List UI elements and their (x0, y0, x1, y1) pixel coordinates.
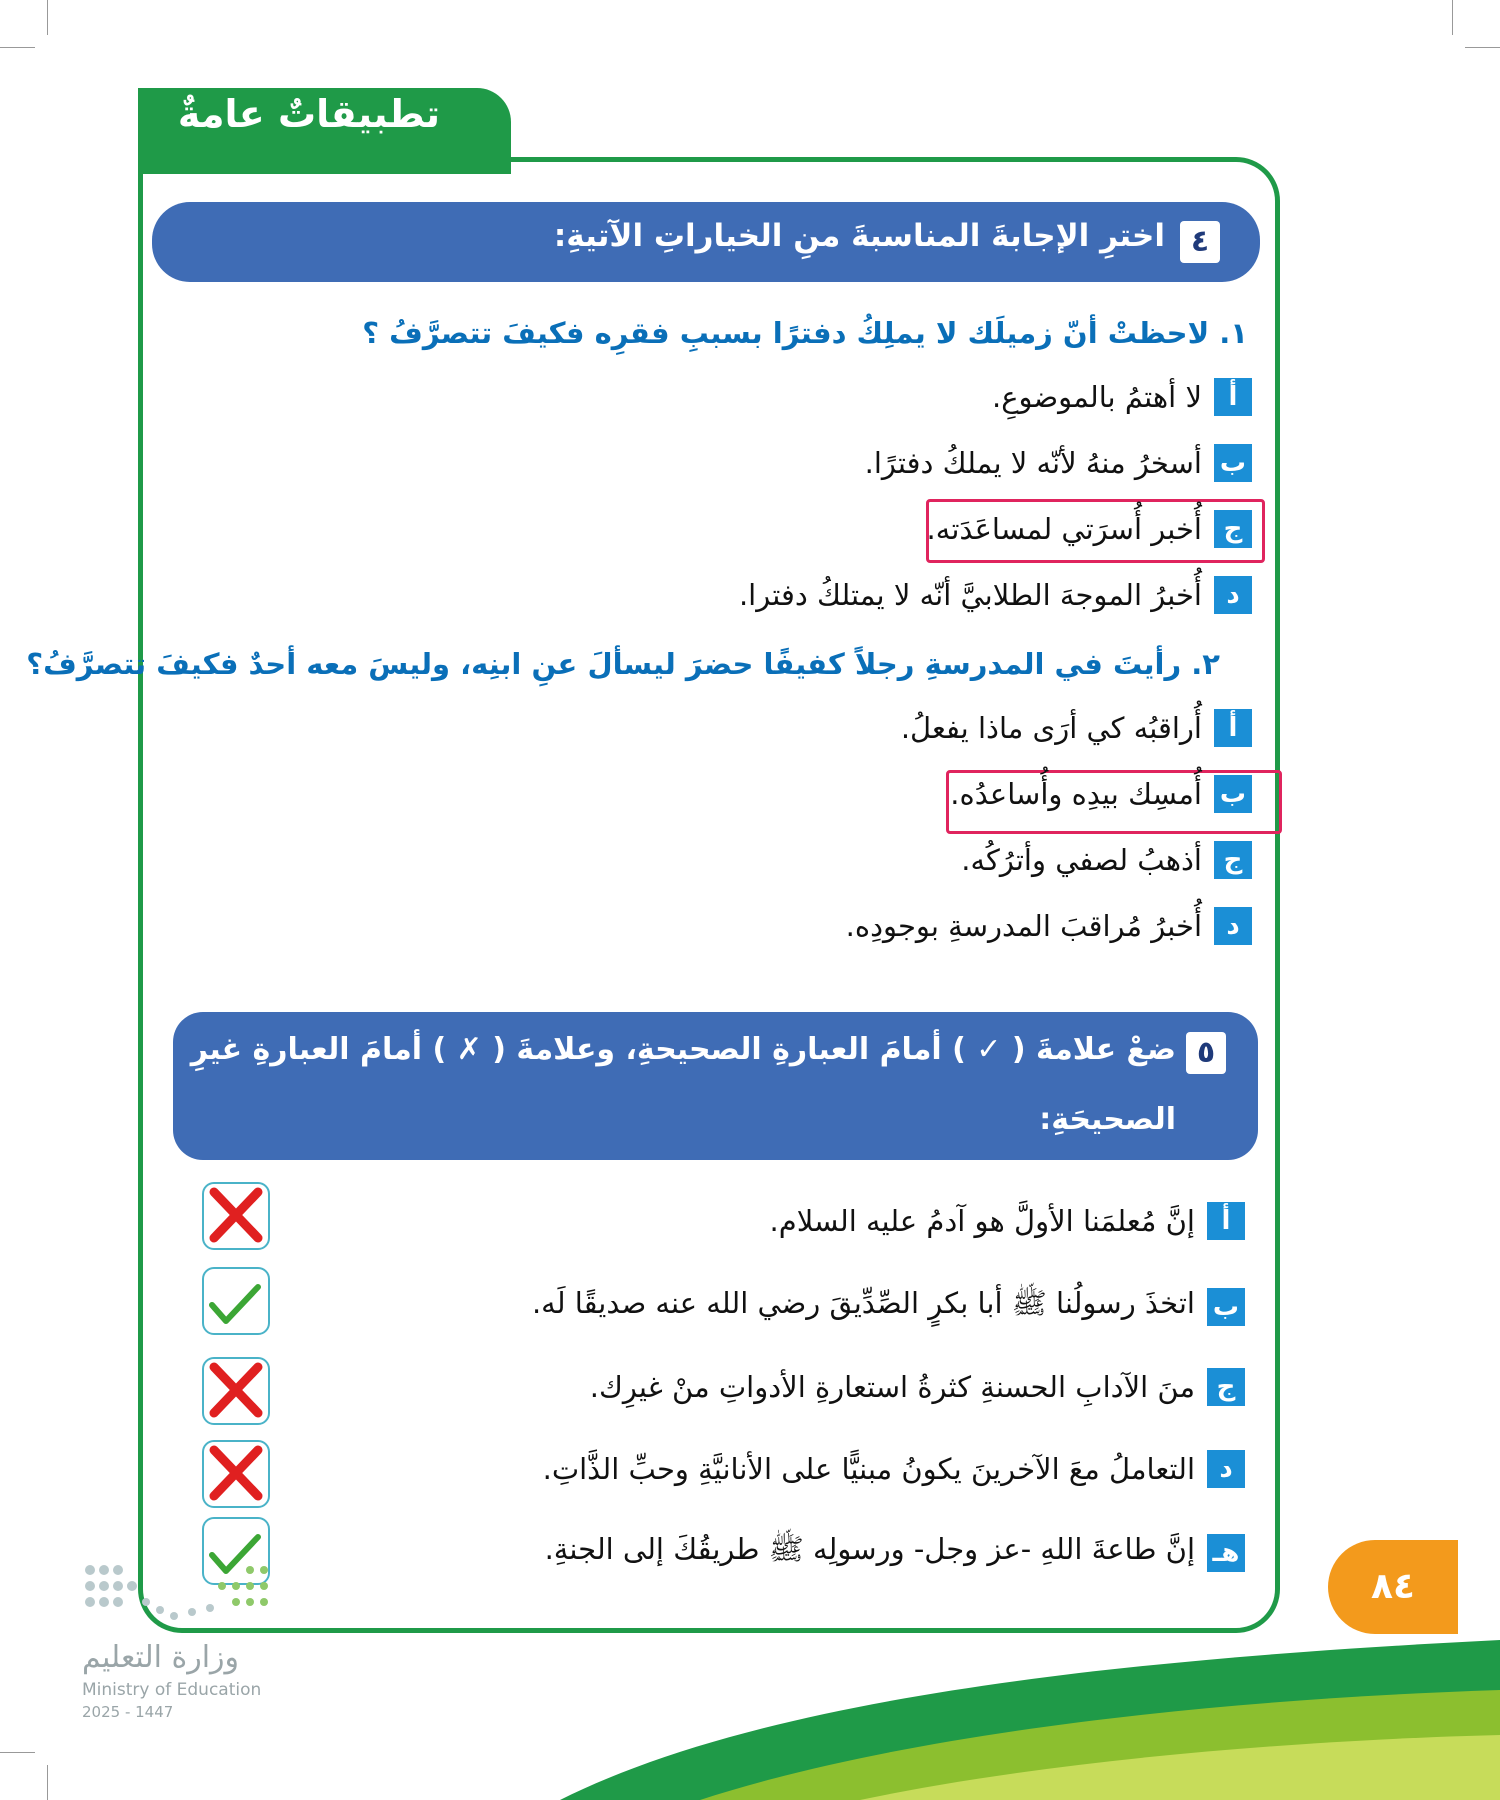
statement-e (545, 1532, 1245, 1574)
q2-option-c[interactable] (961, 841, 1252, 879)
section-5-header (173, 1012, 1258, 1160)
ministry-year: 2025 - 1447 (82, 1703, 174, 1721)
q2-option-a[interactable] (901, 709, 1252, 747)
q2-option-d[interactable] (846, 907, 1252, 945)
page-number: ٨٤ (1328, 1540, 1458, 1634)
option-label: أ (1214, 378, 1252, 416)
option-text: أُمسِك بيدِه وأُساعدُه. (950, 777, 1202, 811)
q1-option-a[interactable] (992, 378, 1252, 416)
question-2-text: ٢. رأيتَ في المدرسةِ رجلاً كفيفًا حضرَ ليسألَ عنِ ابنِه، وليسَ معه أحدٌ فكيفَ تتصرَّفُ؟ (26, 647, 1220, 681)
option-text: أذهبُ لصفي وأترُكُه. (961, 843, 1202, 877)
option-text: لا أهتمُ بالموضوعِ. (992, 380, 1202, 414)
option-label: أ (1214, 709, 1252, 747)
statement-label: أ (1207, 1202, 1245, 1240)
page-title: تطبيقاتٌ عامةٌ (177, 92, 441, 136)
answer-box-d[interactable] (202, 1440, 270, 1508)
answer-box-b[interactable] (202, 1267, 270, 1335)
ministry-name-english: Ministry of Education (82, 1680, 262, 1700)
statement-text: منَ الآدابِ الحسنةِ كثرةُ استعارةِ الأدواتِ منْ غيرِك. (589, 1370, 1195, 1404)
q1-option-c[interactable] (927, 510, 1252, 548)
ministry-logo-dots-icon (82, 1560, 272, 1630)
statement-text: إنَّ طاعةَ اللهِ -عز وجل- ورسولِه ﷺ طريقُكَ إلى الجنةِ. (544, 1532, 1195, 1566)
statement-label: ب (1207, 1288, 1245, 1326)
answer-box-c[interactable] (202, 1357, 270, 1425)
answer-box-a[interactable] (202, 1182, 270, 1250)
ministry-name-arabic: وزارة التعليم (82, 1640, 240, 1675)
statement-label: هـ (1207, 1534, 1245, 1572)
q2-option-b[interactable] (950, 775, 1252, 813)
cross-mark-icon (204, 1442, 268, 1506)
section-4-header (152, 202, 1260, 282)
section-5-instruction-line1: ضعْ علامةَ ( ✓ ) أمامَ العبارةِ الصحيحةِ، وعلامةَ ( ✗ ) أمامَ العبارةِ غيرِ (190, 1032, 1176, 1067)
cross-mark-icon (204, 1359, 268, 1423)
option-label: د (1214, 576, 1252, 614)
option-text: أُخبرُ مُراقبَ المدرسةِ بوجودِه. (845, 909, 1202, 943)
option-text: أُخبرُ الموجهَ الطلابيَّ أنّه لا يمتلكُ دفترا. (738, 578, 1202, 612)
statement-b (532, 1286, 1245, 1328)
section-4-number: ٤ (1180, 221, 1220, 263)
statement-d (543, 1450, 1245, 1488)
statement-text: التعاملُ معَ الآخرينَ يكونُ مبنيًّا على الأنانيَّةِ وحبِّ الذَّاتِ. (542, 1452, 1195, 1486)
option-text: أسخرُ منهُ لأنّه لا يملكُ دفترًا. (864, 446, 1202, 480)
option-label: ج (1214, 510, 1252, 548)
statement-a (770, 1202, 1245, 1240)
section-5-instruction-line2: الصحيحَةِ: (1039, 1102, 1176, 1137)
section-4-instruction: اخترِ الإجابةَ المناسبةَ منِ الخياراتِ الآتيةِ: (553, 218, 1165, 254)
option-text: أُراقبُه كي أرَى ماذا يفعلُ. (900, 711, 1202, 745)
option-text: أُخبر أُسرَتي لمساعَدَته. (926, 512, 1202, 546)
statement-label: ج (1207, 1368, 1245, 1406)
q1-option-b[interactable] (865, 444, 1252, 482)
statement-c (590, 1368, 1245, 1406)
section-5-number: ٥ (1186, 1032, 1226, 1074)
statement-text: اتخذَ رسولُنا ﷺ أبا بكرٍ الصِّدِّيقَ رضي الله عنه صديقًا لَه. (531, 1286, 1195, 1320)
statement-text: إنَّ مُعلمَنا الأولَّ هو آدمُ عليه السلام. (769, 1204, 1195, 1238)
option-label: ب (1214, 775, 1252, 813)
option-label: ج (1214, 841, 1252, 879)
statement-label: د (1207, 1450, 1245, 1488)
option-label: ب (1214, 444, 1252, 482)
q1-option-d[interactable] (739, 576, 1252, 614)
cross-mark-icon (204, 1184, 268, 1248)
check-mark-icon (204, 1269, 268, 1333)
question-1-text: ١. لاحظتْ أنّ زميلَك لا يملِكُ دفترًا بسببِ فقرِه فكيفَ تتصرَّفُ ؟ (362, 316, 1248, 350)
option-label: د (1214, 907, 1252, 945)
